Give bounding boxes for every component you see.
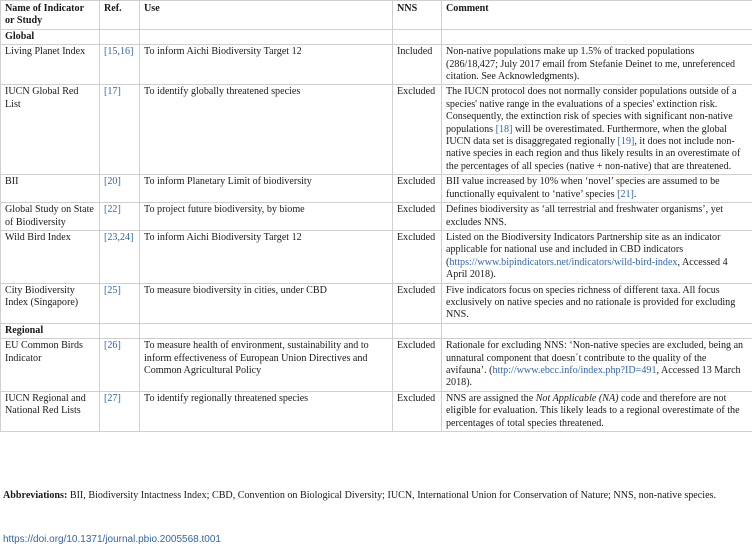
section-label-global: Global [1, 29, 100, 44]
indicator-comment: Defines biodiversity as ‘all terrestrial and freshwater organisms’, yet excludes NNS. [442, 203, 752, 231]
table-row [1, 175, 752, 203]
indicator-use: To identify globally threatened species [140, 85, 393, 175]
indicator-use: To inform Planetary Limit of biodiversity [140, 175, 393, 203]
indicator-name: BII [1, 175, 100, 203]
reference-link[interactable]: [21] [617, 188, 634, 200]
reference-link[interactable]: [26] [104, 340, 121, 352]
indicator-use: To measure health of environment, sustainability and to inform effectiveness of European Union Directives and Common Agricultural Policy [140, 339, 393, 392]
nns-status: Included [393, 45, 442, 85]
nns-status: Excluded [393, 230, 442, 283]
reference-link[interactable]: [18] [495, 123, 513, 135]
table-row [1, 230, 752, 283]
header-ref: Ref. [100, 1, 140, 30]
header-name: Name of Indicator or Study [1, 1, 100, 30]
reference-link[interactable]: [17] [104, 86, 121, 98]
indicator-name: IUCN Regional and National Red Lists [1, 391, 100, 431]
table-row [1, 339, 752, 392]
table-row [1, 283, 752, 323]
reference-link[interactable]: [27] [104, 392, 121, 404]
header-use: Use [140, 1, 393, 30]
table-row [1, 45, 752, 85]
external-link[interactable]: http://www.ebcc.info/index.php?ID=491 [492, 364, 657, 376]
indicator-use: To identify regionally threatened species [140, 391, 393, 431]
header-comment: Comment [442, 1, 752, 30]
indicator-use: To project future biodiversity, by biome [140, 203, 393, 231]
reference-link[interactable]: [19] [617, 136, 635, 148]
indicator-use: To inform Aichi Biodiversity Target 12 [140, 45, 393, 85]
external-link[interactable]: https://www.bipindicators.net/indicators/wild-bird-index [449, 256, 678, 268]
nns-status: Excluded [393, 283, 442, 323]
indicator-use: To inform Aichi Biodiversity Target 12 [140, 230, 393, 283]
indicator-name: EU Common Birds Indicator [1, 339, 100, 392]
indicator-name: Wild Bird Index [1, 230, 100, 283]
reference-link[interactable]: [15,16] [104, 46, 134, 58]
table-row [1, 203, 752, 231]
reference-link[interactable]: [20] [104, 176, 121, 188]
indicator-name: Living Planet Index [1, 45, 100, 85]
indicator-name: IUCN Global Red List [1, 85, 100, 175]
section-row-global [1, 29, 752, 44]
indicator-comment: Five indicators focus on species richness of different taxa. All focus exclusively on native species and no rationale is provided for excluding NNS. [442, 283, 752, 323]
nns-status: Excluded [393, 85, 442, 175]
nns-status: Excluded [393, 339, 442, 392]
table-row [1, 85, 752, 175]
indicator-comment: The IUCN protocol does not normally consider populations outside of a species' native range in the evaluations of a species' extinction risk. Consequently, the extinction risk of species with significant non-native populations [18] will be overestimated. Furthermore, when the global IUCN data set is disaggregated regionally [19], it does not include non-native species in each region and thus likely results in an overestimate of the percentages of all species (native + non-native) that are threatened. [442, 85, 752, 175]
section-label-regional: Regional [1, 323, 100, 338]
table-header-row [1, 1, 752, 30]
reference-link[interactable]: [25] [104, 284, 121, 296]
indicator-use: To measure biodiversity in cities, under CBD [140, 283, 393, 323]
nns-status: Excluded [393, 391, 442, 431]
reference-link[interactable]: [23,24] [104, 231, 134, 243]
indicator-comment: Non-native populations make up 1.5% of tracked populations (286/18,427; July 2017 email from Stefanie Deinet to me, unreferenced citation. See Acknowledgments). [442, 45, 752, 85]
reference-link[interactable]: [22] [104, 204, 121, 216]
doi-link[interactable]: https://doi.org/10.1371/journal.pbio.2005568.t001 [3, 534, 221, 545]
indicator-name: Global Study on State of Biodiversity [1, 203, 100, 231]
indicator-name: City Biodiversity Index (Singapore) [1, 283, 100, 323]
nns-status: Excluded [393, 203, 442, 231]
table-footnote [3, 489, 748, 502]
indicator-comment: Listed on the Biodiversity Indicators Partnership site as an indicator applicable for national use and included in CBD indicators (https://www.bipindicators.net/indicators/wild-bird-index, Accessed 4 April 2018). [442, 230, 752, 283]
indicator-comment: NNS are assigned the Not Applicable (NA) code and therefore are not eligible for evaluation. This likely leads to a regional overestimate of the percentages of total species threatened. [442, 391, 752, 431]
table-row [1, 391, 752, 431]
section-row-regional [1, 323, 752, 338]
nns-status: Excluded [393, 175, 442, 203]
footnote-text: BII, Biodiversity Intactness Index; CBD, Convention on Biological Diversity; IUCN, International Union for Conservation of Nature; NNS, non-native species. [67, 490, 717, 501]
indicator-comment: Rationale for excluding NNS: ‘Non-native species are excluded, being an unnatural component that doesn´t contribute to the quality of the avifauna’. (http://www.ebcc.info/index.php?ID=491, Accessed 13 March 2018). [442, 339, 752, 392]
header-nns: NNS [393, 1, 442, 30]
emphasis-text: Not Applicable (NA) [535, 392, 619, 404]
indicator-comment: BII value increased by 10% when ‘novel’ species are assumed to be functionally equivalent to ‘native’ species [21]. [442, 175, 752, 203]
footnote-label: Abbreviations: [3, 490, 68, 501]
